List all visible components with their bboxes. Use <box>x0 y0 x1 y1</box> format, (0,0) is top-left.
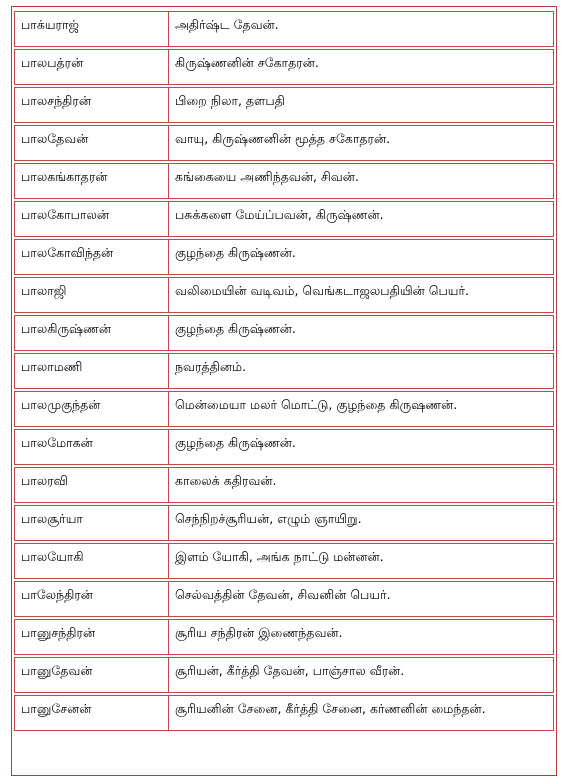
meaning-cell: பசுக்களை மேய்ப்பவன், கிருஷ்ணன். <box>169 201 554 237</box>
table-row <box>14 429 554 465</box>
meaning-cell: குழந்தை கிருஷ்ணன். <box>169 429 554 465</box>
name-cell: பாலகிருஷ்ணன் <box>14 315 169 351</box>
name-cell: பானுசேனன் <box>14 695 169 731</box>
name-cell: பாலகோபாலன் <box>14 201 169 237</box>
table-row <box>14 87 554 123</box>
meaning-cell: வலிமையின் வடிவம், வெங்கடாஜலபதியின் பெயர். <box>169 277 554 313</box>
table-row <box>14 125 554 161</box>
table-row <box>14 49 554 85</box>
table-row <box>14 163 554 199</box>
name-cell: பாலாஜி <box>14 277 169 313</box>
name-cell: பாலயோகி <box>14 543 169 579</box>
meaning-cell: குழந்தை கிருஷ்ணன். <box>169 239 554 275</box>
meaning-cell: அதிர்ஷ்ட தேவன். <box>169 11 554 47</box>
meaning-cell: சூரியன், கீர்த்தி தேவன், பாஞ்சால வீரன். <box>169 657 554 693</box>
meaning-cell: குழந்தை கிருஷ்ணன். <box>169 315 554 351</box>
meaning-cell: செல்வத்தின் தேவன், சிவனின் பெயர். <box>169 581 554 617</box>
name-cell: பாலகங்காதரன் <box>14 163 169 199</box>
table-row <box>14 315 554 351</box>
table-row <box>14 543 554 579</box>
meaning-cell: கிருஷ்ணனின் சகோதரன். <box>169 49 554 85</box>
table-row <box>14 619 554 655</box>
table-row <box>14 277 554 313</box>
table-row <box>14 467 554 503</box>
meaning-cell: நவரத்தினம். <box>169 353 554 389</box>
meaning-cell: காலைக் கதிரவன். <box>169 467 554 503</box>
name-cell: பாலமுகுந்தன் <box>14 391 169 427</box>
table-row <box>14 353 554 389</box>
table-row <box>14 11 554 47</box>
meaning-cell: மென்மையா மலர் மொட்டு, குழந்தை கிருஷணன். <box>169 391 554 427</box>
names-table <box>14 9 554 733</box>
table-row <box>14 657 554 693</box>
name-cell: பாலபத்ரன் <box>14 49 169 85</box>
name-cell: பாக்யராஜ் <box>14 11 169 47</box>
name-cell: பாலதேவன் <box>14 125 169 161</box>
meaning-cell: வாயு, கிருஷ்ணனின் மூத்த சகோதரன். <box>169 125 554 161</box>
name-cell: பாலேந்திரன் <box>14 581 169 617</box>
meaning-cell: பிறை நிலா, தளபதி <box>169 87 554 123</box>
meaning-cell: கங்கையை அணிந்தவன், சிவன். <box>169 163 554 199</box>
name-cell: பாலசூர்யா <box>14 505 169 541</box>
meaning-cell: செந்நிறச்சூரியன், எழும் ஞாயிறு. <box>169 505 554 541</box>
meaning-cell: சூரிய சந்திரன் இணைந்தவன். <box>169 619 554 655</box>
table-row <box>14 695 554 731</box>
table-row <box>14 239 554 275</box>
name-cell: பாலரவி <box>14 467 169 503</box>
meaning-cell: சூரியனின் சேனை, கீர்த்தி சேனை, கர்ணனின் மைந்தன். <box>169 695 554 731</box>
name-cell: பானுசந்திரன் <box>14 619 169 655</box>
name-cell: பாலகோவிந்தன் <box>14 239 169 275</box>
name-cell: பாலமோகன் <box>14 429 169 465</box>
name-cell: பாலாமணி <box>14 353 169 389</box>
table-row <box>14 391 554 427</box>
table-row <box>14 201 554 237</box>
table-row <box>14 581 554 617</box>
name-cell: பாலசந்திரன் <box>14 87 169 123</box>
meaning-cell: இளம் யோகி, அங்க நாட்டு மன்னன். <box>169 543 554 579</box>
table-row <box>14 505 554 541</box>
name-cell: பானுதேவன் <box>14 657 169 693</box>
names-table-body <box>14 11 554 731</box>
